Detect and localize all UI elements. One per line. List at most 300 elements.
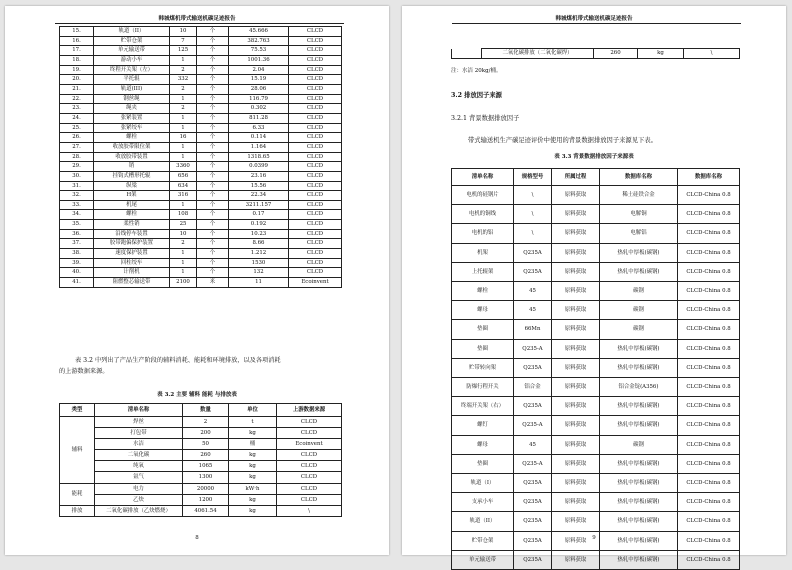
table-cell: kg (638, 49, 684, 59)
table-cell: 10 (170, 229, 197, 239)
column-header: 清单名称 (452, 169, 514, 186)
table-cell: CLCD-China 0.8 (678, 301, 740, 320)
table-cell: 热轧中厚板(碳钢) (600, 474, 678, 493)
table-cell: 胶带跑偏保护装置 (94, 239, 170, 249)
table-cell: 原料获取 (552, 205, 600, 224)
table-cell: 1 (170, 113, 197, 123)
table-cell: 轨道（II） (452, 512, 514, 531)
table-row (60, 152, 342, 162)
table-cell: 原料获取 (552, 224, 600, 243)
table-cell: CLCD (289, 258, 342, 268)
table-cell: 挂钩式槽形托辊 (94, 171, 170, 181)
table-cell: Q235A (514, 358, 552, 377)
table-cell: 个 (197, 229, 229, 239)
table-cell: Q235-A (514, 454, 552, 473)
table-row (60, 55, 342, 65)
table-cell: 电解铜 (600, 205, 678, 224)
table-cell: 个 (197, 104, 229, 114)
table-row (452, 493, 740, 512)
table-cell: CLCD (289, 210, 342, 220)
table-row (60, 258, 342, 268)
table-cell: 垫圈 (452, 320, 514, 339)
table-cell: 2100 (170, 278, 197, 288)
table-cell: 3360 (170, 162, 197, 172)
table-cell: CLCD (289, 36, 342, 46)
table-cell: 个 (197, 258, 229, 268)
table-cell: CLCD-China 0.8 (678, 435, 740, 454)
table-cell: 氩气 (95, 472, 183, 483)
table-cell: 36. (60, 229, 94, 239)
table-cell: CLCD (277, 417, 342, 428)
table-cell: 个 (197, 220, 229, 230)
table-cell: kg (229, 494, 277, 505)
table-cell: 1001.36 (229, 55, 289, 65)
table-cell: CLCD (289, 152, 342, 162)
table-row (452, 243, 740, 262)
table-cell: t (229, 417, 277, 428)
table-cell: 634 (170, 181, 197, 191)
table-cell: CLCD (289, 249, 342, 259)
table-cell: 热轧中厚板(碳钢) (600, 416, 678, 435)
table-cell: 原料获取 (552, 493, 600, 512)
table-cell: 23. (60, 104, 94, 114)
table-cell: CLCD-China 0.8 (678, 512, 740, 531)
table-cell: CLCD-China 0.8 (678, 186, 740, 205)
table-cell: CLCD (289, 171, 342, 181)
table-cell: CLCD (277, 461, 342, 472)
table-row (60, 249, 342, 259)
table-cell: CLCD (289, 27, 342, 37)
table-cell: H架 (94, 191, 170, 201)
table-cell: 1 (170, 200, 197, 210)
table-cell: 45.666 (229, 27, 289, 37)
table-cell: 机尾 (94, 200, 170, 210)
table-cell: 螺栓 (94, 210, 170, 220)
table-cell: 22. (60, 94, 94, 104)
table-cell: 17. (60, 46, 94, 56)
table-cell: 20000 (183, 483, 229, 494)
table-cell: CLCD-China 0.8 (678, 320, 740, 339)
table-cell: 21. (60, 84, 94, 94)
table-cell: CLCD-China 0.8 (678, 243, 740, 262)
table-cell: 7 (170, 36, 197, 46)
emission-factor-source-table (451, 168, 740, 570)
header-rule (452, 23, 741, 24)
table-cell: 原料获取 (552, 339, 600, 358)
table-cell: 1 (170, 249, 197, 259)
table-cell: 0.0399 (229, 162, 289, 172)
table-cell: CLCD (289, 268, 342, 278)
table-cell: 45 (514, 301, 552, 320)
table-cell: Ecoinvent (277, 439, 342, 450)
table-cell: 原料获取 (552, 282, 600, 301)
table-cell: Q235A (514, 243, 552, 262)
table-cell: 10.23 (229, 229, 289, 239)
table-row (60, 46, 342, 56)
table-cell: 铝合金 (514, 378, 552, 397)
table-cell: 纯氧 (95, 461, 183, 472)
table-cell: 螺母 (452, 435, 514, 454)
table-row (452, 339, 740, 358)
table-cell: 原料获取 (552, 512, 600, 531)
table-cell: 游动小车 (94, 55, 170, 65)
table-row (60, 210, 342, 220)
table-cell: 1 (170, 268, 197, 278)
table-cell: 回柱绞车 (94, 258, 170, 268)
table-cell: 个 (197, 113, 229, 123)
table-cell: 螺栓 (94, 133, 170, 143)
table-row (452, 378, 740, 397)
table-cell: Q235A (514, 550, 552, 569)
table-cell: 1 (170, 55, 197, 65)
table-row (60, 181, 342, 191)
table-cell: 个 (197, 268, 229, 278)
table-cell: 原料获取 (552, 474, 600, 493)
table-cell: CLCD (289, 75, 342, 85)
table-cell: 水洁 (95, 439, 183, 450)
table-cell: 防爆行程开关 (452, 378, 514, 397)
table-cell: CLCD-China 0.8 (678, 474, 740, 493)
table-cell: 张紧装置 (94, 113, 170, 123)
table-caption: 表 3.3 背景数据排放因子来源表 (554, 154, 634, 160)
table-cell: 垫圈 (452, 339, 514, 358)
table-cell: 个 (197, 36, 229, 46)
table-cell: 个 (197, 75, 229, 85)
paragraph-line: 表 3.2 中列出了产品生产阶段的辅料消耗、能耗和环境排放，以及各项消耗 (75, 357, 281, 364)
table-row (60, 162, 342, 172)
table-cell: 3211.157 (229, 200, 289, 210)
table-cell: 200 (183, 428, 229, 439)
table-cell: 个 (197, 27, 229, 37)
table-cell: 1.164 (229, 142, 289, 152)
table-cell: CLCD (277, 450, 342, 461)
table-cell: 39. (60, 258, 94, 268)
table-cell: CLCD (289, 200, 342, 210)
group-label: 辅料 (60, 417, 95, 484)
table-cell: CLCD-China 0.8 (678, 282, 740, 301)
table-cell: CLCD-China 0.8 (678, 205, 740, 224)
table-cell: 382.763 (229, 36, 289, 46)
table-cell: Q235-A (514, 416, 552, 435)
table-cell: CLCD (289, 55, 342, 65)
table-cell: 16. (60, 36, 94, 46)
table-cell: 原料获取 (552, 550, 600, 569)
table-cell: CLCD (289, 46, 342, 56)
table-cell: 38. (60, 249, 94, 259)
table-cell: Q235A (514, 493, 552, 512)
table-cell: CLCD (289, 123, 342, 133)
table-cell: 个 (197, 133, 229, 143)
table-cell: 个 (197, 181, 229, 191)
table-row (452, 358, 740, 377)
table-cell: Q235A (514, 531, 552, 550)
table-cell: 张紧绞车 (94, 123, 170, 133)
column-header: 数量 (183, 404, 229, 417)
table-caption: 表 3.2 主要 辅料 能耗 与排放表 (157, 392, 237, 398)
table-cell: 27. (60, 142, 94, 152)
table-cell: 2.04 (229, 65, 289, 75)
column-header: 上游数据来源 (277, 404, 342, 417)
table-cell: kg (229, 461, 277, 472)
table-cell: 0.17 (229, 210, 289, 220)
table-cell: \ (514, 224, 552, 243)
table-row (452, 205, 740, 224)
table-cell: 二氧化碳排放（乙炔燃烧） (95, 505, 183, 516)
table-cell: 轨道（I） (452, 474, 514, 493)
table-cell: 碳钢 (600, 282, 678, 301)
running-head: 韩城煤机带式输送机碳足迹报告 (555, 16, 633, 22)
table-cell: 2 (170, 104, 197, 114)
table-row (60, 113, 342, 123)
table-row (60, 428, 342, 439)
table-row (60, 104, 342, 114)
table-cell: 原料获取 (552, 301, 600, 320)
table-cell: 34. (60, 210, 94, 220)
table-note: 注：水洁 20kg/桶。 (451, 68, 502, 74)
table-row (452, 224, 740, 243)
table-cell: CLCD-China 0.8 (678, 358, 740, 377)
table-cell: 116.79 (229, 94, 289, 104)
table-cell: kW·h (229, 483, 277, 494)
table-row (452, 512, 740, 531)
table-cell: Ecoinvent (289, 278, 342, 288)
table-cell: 电解铝 (600, 224, 678, 243)
table-cell: 75.53 (229, 46, 289, 56)
table-cell: 轨道(III) (94, 84, 170, 94)
table-cell: 垫圈 (452, 454, 514, 473)
table-cell: CLCD-China 0.8 (678, 416, 740, 435)
table-cell: 0.192 (229, 220, 289, 230)
table-cell: 25. (60, 123, 94, 133)
table-cell: 个 (197, 191, 229, 201)
table-cell: CLCD (289, 104, 342, 114)
table-row (60, 36, 342, 46)
table-cell: 贮带仓架 (452, 531, 514, 550)
table-cell: 16 (170, 133, 197, 143)
table-cell: 终端开关架（右） (452, 397, 514, 416)
table-cell: CLCD (289, 181, 342, 191)
table-cell: CLCD (289, 113, 342, 123)
table-row (60, 494, 342, 505)
table-cell: 碳钢 (600, 435, 678, 454)
table-cell: CLCD (289, 65, 342, 75)
table-cell: 热轧中厚板(碳钢) (600, 262, 678, 281)
table-cell: 2 (170, 84, 197, 94)
subsection-heading: 3.2.1 背景数据排放因子 (451, 115, 520, 122)
table-cell: 电机的铝 (452, 224, 514, 243)
table-cell: 29. (60, 162, 94, 172)
table-row (60, 239, 342, 249)
table-cell: CLCD-China 0.8 (678, 531, 740, 550)
table-cell: 平托辊 (94, 75, 170, 85)
table-cell: 个 (197, 249, 229, 259)
table-cell: 332 (170, 75, 197, 85)
table-cell: 45 (514, 282, 552, 301)
table-cell: Q235A (514, 262, 552, 281)
table-cell: 计削机 (94, 268, 170, 278)
table-cell: 50 (183, 439, 229, 450)
table-cell: 沿线停车装置 (94, 229, 170, 239)
table-row (452, 282, 740, 301)
table-cell: 0.114 (229, 133, 289, 143)
table-cell: 132 (229, 268, 289, 278)
table-row (452, 435, 740, 454)
table-row (60, 220, 342, 230)
table-row (452, 474, 740, 493)
table-cell: kg (229, 472, 277, 483)
table-cell: 11 (229, 278, 289, 288)
table-row (60, 75, 342, 85)
table-cell: 热轧中厚板(碳钢) (600, 243, 678, 262)
table-cell: 15. (60, 27, 94, 37)
table-cell: CLCD-China 0.8 (678, 454, 740, 473)
table-cell: 柔性销 (94, 220, 170, 230)
column-header: 所属过程 (552, 169, 600, 186)
header-rule (55, 23, 344, 24)
table-row (60, 439, 342, 450)
table-cell: 1.212 (229, 249, 289, 259)
table-row (452, 454, 740, 473)
table-cell: 260 (183, 450, 229, 461)
table-cell: 轨道（II） (94, 27, 170, 37)
table-cell: 贮带仓架 (94, 36, 170, 46)
column-header: 数据库名称 (678, 169, 740, 186)
table-cell: 原料获取 (552, 186, 600, 205)
table-cell: CLCD (289, 84, 342, 94)
table-row (60, 65, 342, 75)
running-head: 韩城煤机带式输送机碳足迹报告 (158, 16, 236, 22)
table-cell: 原料获取 (552, 243, 600, 262)
table-row (60, 200, 342, 210)
table-cell: CLCD (277, 483, 342, 494)
table-cell: 上托辊架 (452, 262, 514, 281)
table-cell: CLCD (277, 494, 342, 505)
table-cell: Q235A (514, 512, 552, 531)
table-cell: Q235A (514, 397, 552, 416)
table-cell: 电机的铜线 (452, 205, 514, 224)
table-cell: 热轧中厚板(碳钢) (600, 550, 678, 569)
table-cell: 260 (594, 49, 638, 59)
table-cell: 收放胶带限位架 (94, 142, 170, 152)
table-cell: 个 (197, 171, 229, 181)
table-cell: 个 (197, 200, 229, 210)
table-cell: 19. (60, 65, 94, 75)
table-cell: 66Mn (514, 320, 552, 339)
column-header: 规格型号 (514, 169, 552, 186)
table-cell: 1530 (229, 258, 289, 268)
table-cell: 收放胶带装置 (94, 152, 170, 162)
table-cell: 26. (60, 133, 94, 143)
table-cell: 1 (170, 152, 197, 162)
table-cell: 个 (197, 84, 229, 94)
table-cell: 打包带 (95, 428, 183, 439)
table-cell: 碳钢 (600, 320, 678, 339)
table-cell: 108 (170, 210, 197, 220)
table-cell: 40. (60, 268, 94, 278)
table-cell: 桶 (229, 439, 277, 450)
table-cell: 15.19 (229, 75, 289, 85)
document-page-right (402, 6, 786, 563)
table-cell: 原料获取 (552, 397, 600, 416)
table-cell: 单元输送带 (452, 550, 514, 569)
table-cell: 1 (170, 258, 197, 268)
group-label: 能耗 (60, 483, 95, 505)
table-cell: 绳夹 (94, 104, 170, 114)
table-row (60, 461, 342, 472)
table-cell: CLCD (289, 94, 342, 104)
table-cell: 10 (170, 27, 197, 37)
table-cell: 37. (60, 239, 94, 249)
table-cell: CLCD (289, 220, 342, 230)
table-cell: 原料获取 (552, 416, 600, 435)
table-cell: \ (277, 505, 342, 516)
paragraph: 带式输送机生产碳足迹评价中使用的背景数据排放因子来源见下表。 (468, 137, 657, 144)
table-row (60, 483, 342, 494)
table-row (60, 229, 342, 239)
table-cell: \ (684, 49, 740, 59)
table-row (452, 416, 740, 435)
table-cell: 二氧化碳 (95, 450, 183, 461)
table-row (60, 84, 342, 94)
table-cell: 656 (170, 171, 197, 181)
column-header: 单位 (229, 404, 277, 417)
table-cell: 30. (60, 171, 94, 181)
table-cell: 811.28 (229, 113, 289, 123)
table-cell: 0.302 (229, 104, 289, 114)
table-cell: 原料获取 (552, 454, 600, 473)
table-cell: 个 (197, 210, 229, 220)
table-row (60, 171, 342, 181)
table-row (60, 268, 342, 278)
table-cell: 2 (183, 417, 229, 428)
table-cell: 个 (197, 162, 229, 172)
table-cell: Q235A (514, 474, 552, 493)
table-cell: 热轧中厚板(碳钢) (600, 358, 678, 377)
page-number: 9 (592, 535, 596, 541)
table-cell: CLCD (277, 428, 342, 439)
table-cell: 螺钉 (452, 416, 514, 435)
table-cell: 原料获取 (552, 378, 600, 397)
table-cell: 1 (170, 94, 197, 104)
table-cell: 18. (60, 55, 94, 65)
table-cell: 螺栓 (452, 282, 514, 301)
table-cell: 热轧中厚板(碳钢) (600, 397, 678, 416)
table-cell: 6.33 (229, 123, 289, 133)
table-cell: 稀土硅铁合金 (600, 186, 678, 205)
table-cell: 热轧中厚板(碳钢) (600, 531, 678, 550)
table-cell: 28.06 (229, 84, 289, 94)
table-row (452, 262, 740, 281)
table-cell: 33. (60, 200, 94, 210)
table-cell: 单元输送带 (94, 46, 170, 56)
table-cell: kg (229, 450, 277, 461)
inventory-table-continued (59, 26, 342, 288)
table-cell: CLCD (289, 162, 342, 172)
column-header: 类型 (60, 404, 95, 417)
table-cell: 22.34 (229, 191, 289, 201)
table-cell: 热轧中厚板(碳钢) (600, 339, 678, 358)
table-cell: 1065 (183, 461, 229, 472)
table-cell: 螺母 (452, 301, 514, 320)
table-cell: 41. (60, 278, 94, 288)
table-cell: CLCD (289, 239, 342, 249)
table-cell: 原料获取 (552, 531, 600, 550)
table-cell: CLCD-China 0.8 (678, 378, 740, 397)
table-cell: 个 (197, 152, 229, 162)
table-cell: CLCD (289, 191, 342, 201)
table-row (60, 505, 342, 516)
table-row (60, 133, 342, 143)
